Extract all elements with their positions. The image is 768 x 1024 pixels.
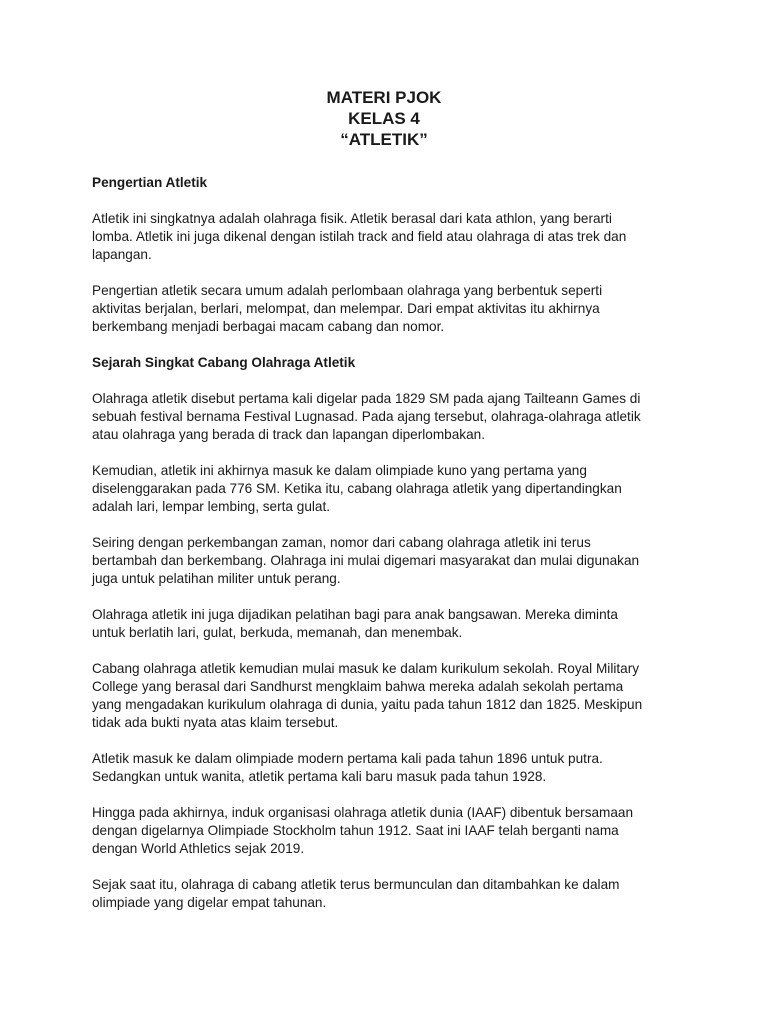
paragraph-line: bertambah dan berkembang. Olahraga ini mulai digemari masyarakat dan mulai digunakan (92, 553, 640, 568)
paragraph (92, 390, 682, 444)
title-line-topic: “ATLETIK” (340, 130, 428, 149)
paragraph-line: sebuah festival bernama Festival Lugnasad. Pada ajang tersebut, olahraga-olahraga atletik (92, 409, 641, 424)
paragraph (92, 606, 682, 642)
paragraph-line: atau olahraga yang berada di track dan lapangan diperlombakan. (92, 427, 485, 442)
paragraph-line: lomba. Atletik ini juga dikenal dengan istilah track and field atau olahraga di atas trek dan (92, 229, 627, 244)
paragraph-line: College yang berasal dari Sandhurst mengklaim bahwa mereka adalah sekolah pertama (92, 679, 624, 694)
paragraph (92, 750, 682, 786)
paragraph-line: Atletik masuk ke dalam olimpiade modern pertama kali pada tahun 1896 untuk putra. (92, 751, 603, 766)
paragraph-line: Cabang olahraga atletik kemudian mulai masuk ke dalam kurikulum sekolah. Royal Military (92, 661, 640, 676)
paragraph-line: Kemudian, atletik ini akhirnya masuk ke dalam olimpiade kuno yang pertama yang (92, 463, 587, 478)
paragraph (92, 660, 682, 732)
paragraph-line: adalah lari, lempar lembing, serta gulat. (92, 499, 331, 514)
paragraph-line: diselenggarakan pada 776 SM. Ketika itu, cabang olahraga atletik yang dipertandingkan (92, 481, 622, 496)
section-heading-pengertian: Pengertian Atletik (92, 175, 208, 190)
paragraph (92, 210, 682, 264)
paragraph-line: Atletik ini singkatnya adalah olahraga fisik. Atletik berasal dari kata athlon, yang berarti (92, 211, 612, 226)
paragraph (92, 534, 682, 588)
section-sejarah-paragraphs (92, 390, 682, 912)
paragraph-line: tidak ada bukti nyata atas klaim tersebut. (92, 715, 339, 730)
paragraph-line: dengan digelarnya Olimpiade Stockholm tahun 1912. Saat ini IAAF telah berganti nama (92, 823, 619, 838)
paragraph-line: untuk berlatih lari, gulat, berkuda, memanah, dan menembak. (92, 625, 463, 640)
paragraph (92, 876, 682, 912)
paragraph-line: juga untuk pelatihan militer untuk perang. (92, 571, 341, 586)
paragraph-line: aktivitas berjalan, berlari, melompat, dan melempar. Dari empat aktivitas itu akhirnya (92, 301, 600, 316)
document-body (92, 174, 682, 930)
paragraph-line: Olahraga atletik disebut pertama kali digelar pada 1829 SM pada ajang Tailteann Games di (92, 391, 641, 406)
paragraph (92, 804, 682, 858)
section-heading-sejarah: Sejarah Singkat Cabang Olahraga Atletik (92, 355, 356, 370)
document-title (0, 87, 768, 150)
paragraph-line: Sejak saat itu, olahraga di cabang atletik terus bermunculan dan ditambahkan ke dalam (92, 877, 620, 892)
paragraph-line: Seiring dengan perkembangan zaman, nomor dari cabang olahraga atletik ini terus (92, 535, 591, 550)
title-line-subject: MATERI PJOK (326, 88, 442, 107)
paragraph-line: yang mengadakan kurikulum olahraga di dunia, yaitu pada tahun 1812 dan 1825. Meskipun (92, 697, 643, 712)
paragraph-line: berkembang menjadi berbagai macam cabang dan nomor. (92, 319, 445, 334)
paragraph-line: Sedangkan untuk wanita, atletik pertama kali baru masuk pada tahun 1928. (92, 769, 547, 784)
paragraph-line: Olahraga atletik ini juga dijadikan pelatihan bagi para anak bangsawan. Mereka diminta (92, 607, 618, 622)
section-pengertian-paragraphs (92, 210, 682, 336)
title-line-class: KELAS 4 (348, 109, 420, 128)
paragraph-line: Pengertian atletik secara umum adalah perlombaan olahraga yang berbentuk seperti (92, 283, 603, 298)
paragraph-line: lapangan. (92, 247, 152, 262)
paragraph-line: Hingga pada akhirnya, induk organisasi olahraga atletik dunia (IAAF) dibentuk bersamaan (92, 805, 634, 820)
paragraph (92, 282, 682, 336)
paragraph (92, 462, 682, 516)
paragraph-line: dengan World Athletics sejak 2019. (92, 841, 305, 856)
paragraph-line: olimpiade yang digelar empat tahunan. (92, 895, 327, 910)
